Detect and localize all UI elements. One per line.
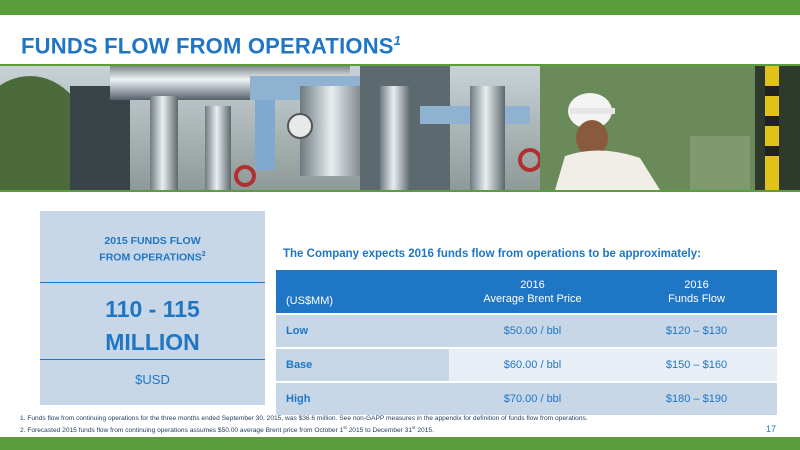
header-brent-year: 2016 <box>520 278 545 291</box>
summary-heading <box>40 234 265 265</box>
summary-divider-top <box>40 282 265 283</box>
summary-value-line1: 110 - 115 <box>105 296 200 322</box>
summary-heading-line1: 2015 FUNDS FLOW <box>104 235 201 247</box>
page-title-text: FUNDS FLOW FROM OPERATIONS <box>21 33 394 59</box>
table-row-low <box>276 314 777 348</box>
bottom-accent-bar <box>0 437 800 450</box>
row-brent-price: $50.00 / bbl <box>449 314 616 348</box>
header-funds-flow <box>616 270 777 314</box>
header-brent-label: Average Brent Price <box>483 292 582 305</box>
top-accent-bar <box>0 0 800 15</box>
footnote-2-prefix: 2. Forecasted 2015 funds flow from continuing operations assumes $50.00 average Brent price from October 1 <box>20 427 344 435</box>
table-row-high <box>276 382 777 415</box>
footnote-2-suffix: 2015. <box>415 427 434 435</box>
footnote-2-ordinal-2: st <box>412 425 416 430</box>
row-label: Base <box>276 348 449 382</box>
row-funds-flow: $150 – $160 <box>616 348 777 382</box>
summary-currency: $USD <box>135 372 170 387</box>
footnote-2-middle: 2015 to December 31 <box>346 427 413 435</box>
page-title <box>21 33 401 59</box>
header-flow-label: Funds Flow <box>668 292 725 305</box>
footnote-2-ordinal-1: st <box>343 425 347 430</box>
header-photo <box>0 64 800 192</box>
header-units <box>276 270 449 314</box>
funds-flow-forecast-table <box>276 270 777 415</box>
page-number: 17 <box>766 424 777 434</box>
title-footnote-marker: 1 <box>393 33 402 48</box>
summary-divider-bottom <box>40 359 265 360</box>
header-units-label: (US$MM) <box>286 295 334 307</box>
row-label: Low <box>276 314 449 348</box>
row-funds-flow: $120 – $130 <box>616 314 777 348</box>
row-brent-price: $70.00 / bbl <box>449 382 616 415</box>
summary-footnote-marker: 2 <box>201 251 206 258</box>
table-header-row <box>276 270 777 314</box>
summary-heading-line2: FROM OPERATIONS <box>99 251 202 264</box>
summary-value-line2: MILLION <box>105 329 200 355</box>
row-label: High <box>276 382 449 415</box>
footnotes <box>20 414 588 435</box>
header-brent-price <box>449 270 616 314</box>
funds-flow-summary-box <box>40 211 265 405</box>
row-brent-price: $60.00 / bbl <box>449 348 616 382</box>
header-flow-year: 2016 <box>684 278 709 291</box>
footnote-1: 1. Funds flow from continuing operations for the three months ended September 30, 2015, was $36.6 million. See non-GAPP measures in the appendix for definition of funds flow from operations. <box>20 415 588 422</box>
table-row-base <box>276 348 777 382</box>
summary-value <box>40 293 265 359</box>
industrial-worker-photo-icon <box>0 66 800 190</box>
footnote-2 <box>20 423 588 435</box>
forecast-intro-text: The Company expects 2016 funds flow from operations to be approximately: <box>283 248 701 260</box>
row-funds-flow: $180 – $190 <box>616 382 777 415</box>
